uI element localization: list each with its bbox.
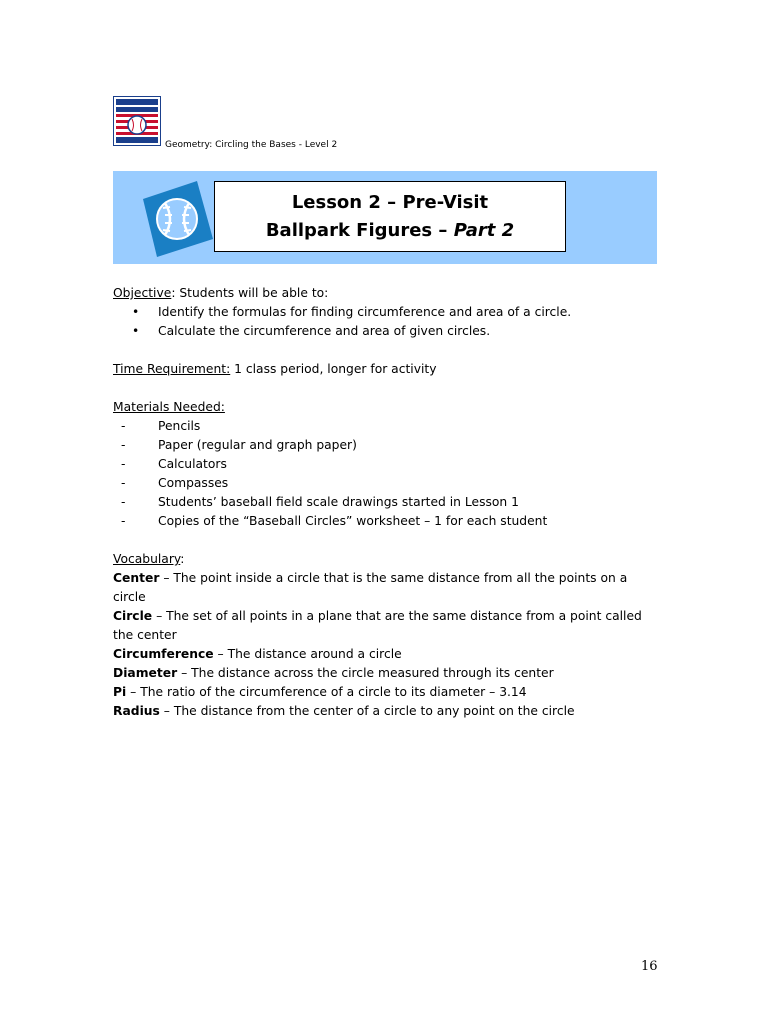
objective-intro: : Students will be able to: [171, 286, 329, 300]
lesson-title-line1: Lesson 2 – Pre-Visit [291, 192, 489, 213]
vocab-entry-center [113, 569, 661, 607]
vocabulary-heading [113, 550, 661, 569]
vocab-term: Pi [113, 685, 127, 699]
lesson-title-box [214, 181, 566, 252]
objective-heading [113, 284, 661, 303]
objective-item-text: Calculate the circumference and area of given circles. [158, 324, 491, 338]
materials-heading [113, 398, 661, 417]
vocab-definition: – The distance across the circle measured through its center [177, 666, 554, 680]
vocab-definition: – The distance around a circle [213, 647, 402, 661]
vocabulary-label: Vocabulary [113, 552, 181, 566]
dash-glyph: - [121, 514, 126, 528]
vocabulary-colon: : [180, 552, 185, 566]
vocab-term: Radius [113, 704, 160, 718]
bullet-glyph: • [132, 324, 140, 338]
list-item [113, 493, 661, 512]
dash-glyph: - [121, 476, 126, 490]
dash-glyph: - [121, 419, 126, 433]
list-item [113, 474, 661, 493]
dash-glyph: - [121, 495, 126, 509]
list-item [113, 455, 661, 474]
list-item [113, 512, 661, 531]
objective-item-text: Identify the formulas for finding circumference and area of a circle. [158, 305, 572, 319]
vocab-entry-radius [113, 702, 661, 721]
material-item-text: Calculators [158, 457, 227, 471]
list-item [113, 436, 661, 455]
lesson-title-part: Part 2 [453, 220, 515, 241]
materials-list [113, 417, 661, 531]
material-item-text: Students’ baseball field scale drawings started in Lesson 1 [158, 495, 519, 509]
list-item [113, 322, 661, 341]
list-item [113, 303, 661, 322]
bullet-glyph: • [132, 305, 140, 319]
materials-label: Materials Needed: [113, 400, 225, 414]
lesson-banner [113, 171, 657, 264]
page-number: 16 [641, 959, 658, 974]
dash-glyph: - [121, 438, 126, 452]
vocab-definition: – The ratio of the circumference of a circle to its diameter – 3.14 [126, 685, 527, 699]
objective-list [113, 303, 661, 341]
time-label: Time Requirement: [113, 362, 231, 376]
objective-label: Objective [113, 286, 172, 300]
vocab-definition: – The distance from the center of a circle to any point on the circle [159, 704, 575, 718]
material-item-text: Copies of the “Baseball Circles” worksheet – 1 for each student [158, 514, 548, 528]
hall-of-fame-logo [113, 96, 161, 146]
lesson-title-main: Ballpark Figures – [265, 220, 454, 241]
time-requirement [113, 360, 661, 379]
vocab-term: Circle [113, 609, 153, 623]
vocab-term: Diameter [113, 666, 178, 680]
vocab-entry-circumference [113, 645, 661, 664]
vocab-entry-circle [113, 607, 661, 645]
vocab-term: Center [113, 571, 160, 585]
time-value: 1 class period, longer for activity [230, 362, 437, 376]
material-item-text: Pencils [158, 419, 201, 433]
baseball-icon [135, 177, 217, 259]
vocab-definition: – The point inside a circle that is the same distance from all the points on a circle [113, 571, 628, 604]
document-header-title: Geometry: Circling the Bases - Level 2 [165, 140, 338, 150]
list-item [113, 417, 661, 436]
vocab-entry-pi [113, 683, 661, 702]
vocab-entry-diameter [113, 664, 661, 683]
vocab-definition: – The set of all points in a plane that are the same distance from a point called the center [113, 609, 642, 642]
dash-glyph: - [121, 457, 126, 471]
material-item-text: Paper (regular and graph paper) [158, 438, 357, 452]
vocab-term: Circumference [113, 647, 214, 661]
lesson-title-line2 [215, 217, 565, 245]
lesson-content [113, 284, 661, 721]
material-item-text: Compasses [158, 476, 229, 490]
